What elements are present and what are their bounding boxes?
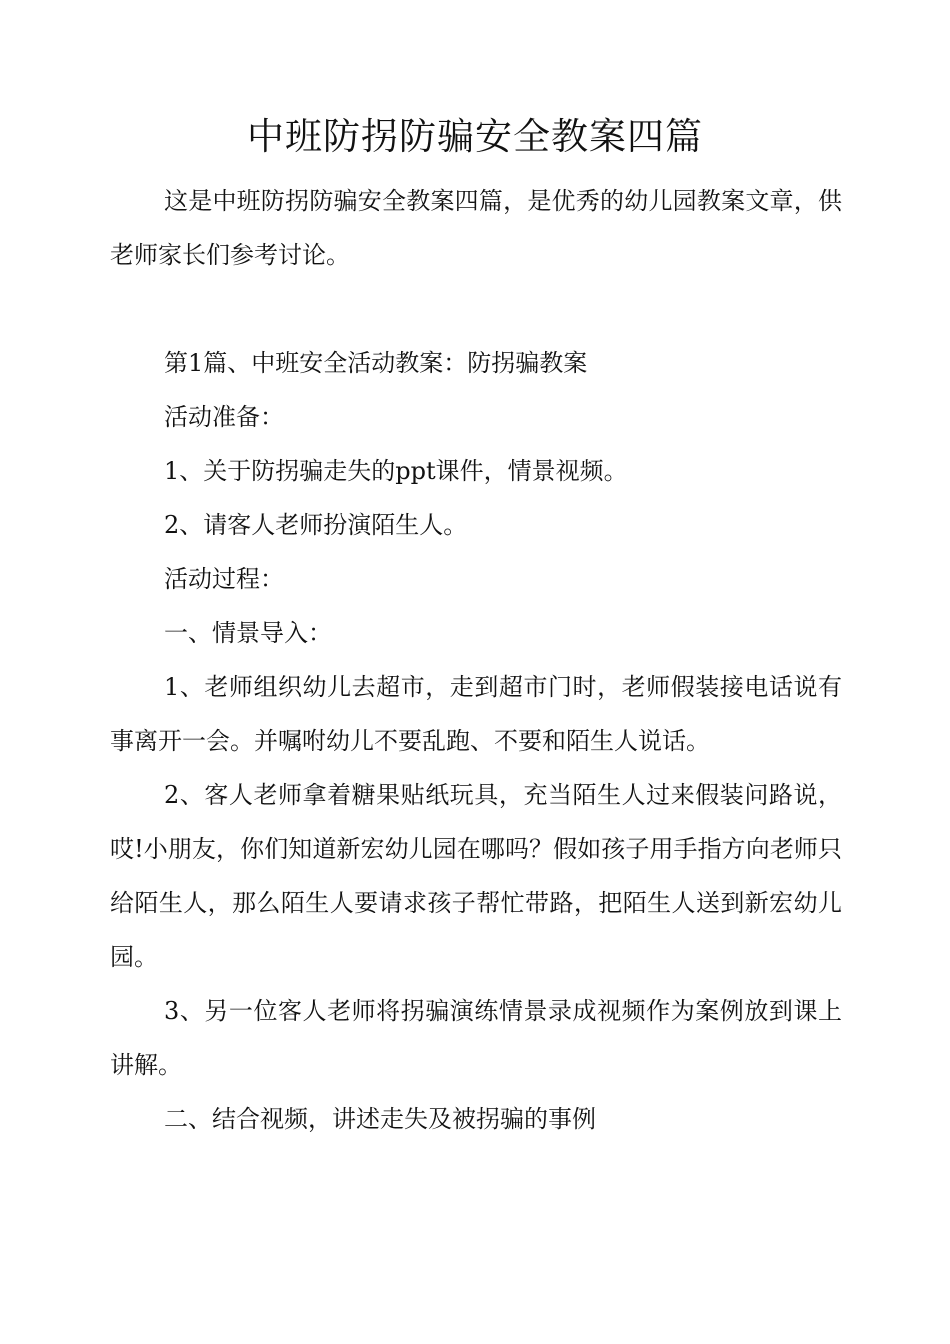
section-heading: 第1篇、中班安全活动教案：防拐骗教案 — [164, 349, 588, 377]
activity-process-heading: 活动过程： — [164, 565, 284, 593]
process-paragraph-3: 3、另一位客人老师将拐骗演练情景录成视频作为案例放到课上讲解。 — [110, 997, 842, 1079]
process-paragraph-2: 2、客人老师拿着糖果贴纸玩具，充当陌生人过来假装问路说，哎!小朋友，你们知道新宏幼儿园在哪吗？假如孩子用手指方向老师只给陌生人，那么陌生人要请求孩子帮忙带路，把陌生人送到新宏幼儿园。 — [110, 781, 842, 971]
process-paragraph-1: 1、老师组织幼儿去超市，走到超市门时，老师假装接电话说有事离开一会。并嘱咐幼儿不要乱跑、不要和陌生人说话。 — [110, 673, 842, 755]
paragraph-gap — [110, 282, 842, 336]
preparation-item-1: 1、关于防拐骗走失的ppt课件，情景视频。 — [164, 457, 628, 485]
process-step-2-heading: 二、结合视频，讲述走失及被拐骗的事例 — [164, 1105, 596, 1133]
activity-preparation-heading: 活动准备： — [164, 403, 284, 431]
intro-paragraph: 这是中班防拐防骗安全教案四篇，是优秀的幼儿园教案文章，供老师家长们参考讨论。 — [110, 187, 842, 269]
document-body — [110, 174, 842, 1146]
process-step-1-heading: 一、情景导入： — [164, 619, 332, 647]
preparation-item-2: 2、请客人老师扮演陌生人。 — [164, 511, 468, 539]
document-title: 中班防拐防骗安全教案四篇 — [247, 115, 703, 158]
